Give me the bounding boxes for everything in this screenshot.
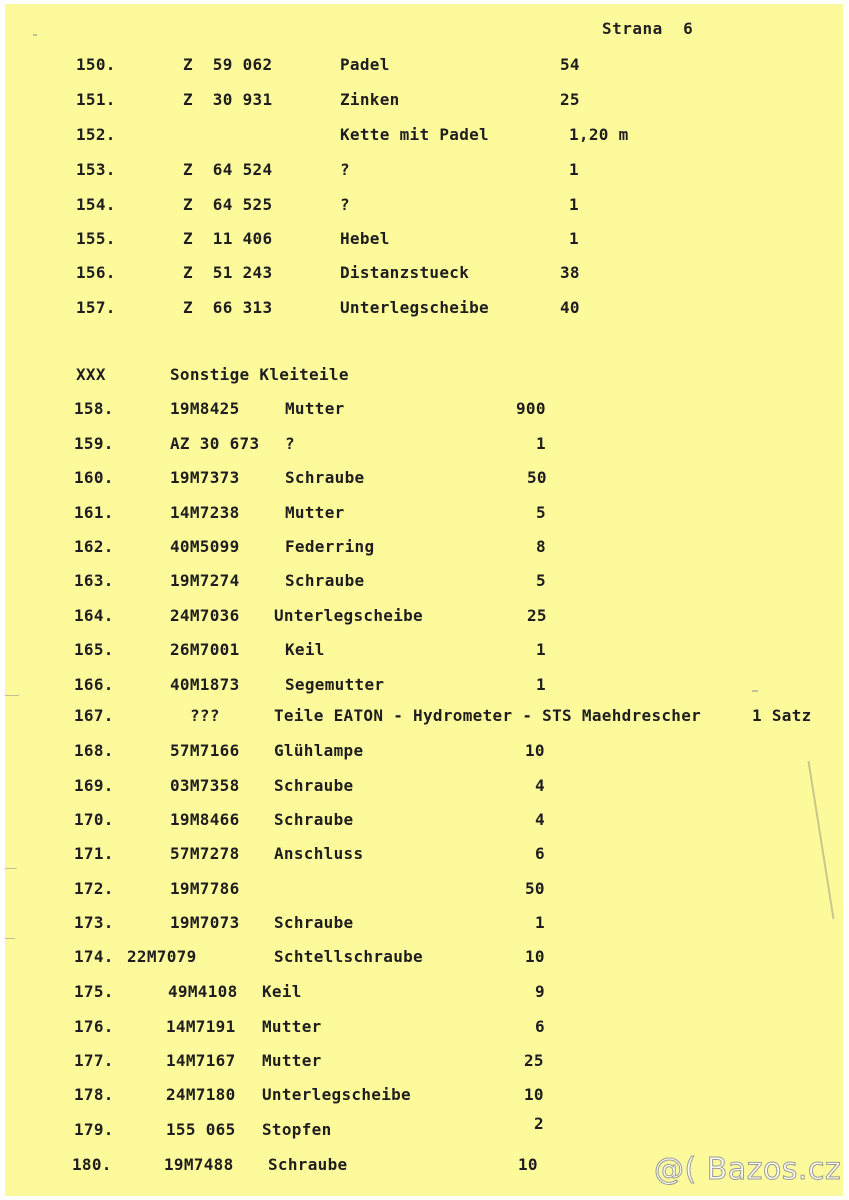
part-code: Z 64 525	[183, 195, 273, 214]
parts-row	[0, 843, 849, 865]
row-number: 153.	[76, 160, 116, 179]
part-name: Teile EATON - Hydrometer - STS Maehdrescher	[274, 706, 702, 725]
page-number	[602, 19, 693, 38]
part-name: Kette mit Padel	[340, 125, 489, 144]
section-title: Sonstige Kleiteile	[170, 365, 349, 384]
quantity: 10	[518, 1155, 538, 1174]
parts-row	[0, 467, 849, 489]
row-number: 176.	[74, 1017, 114, 1036]
row-number: 177.	[74, 1051, 114, 1070]
row-number: 164.	[74, 606, 114, 625]
part-code: Z 59 062	[183, 55, 273, 74]
part-code: Z 64 524	[183, 160, 273, 179]
part-code: AZ 30 673	[170, 434, 260, 453]
row-number: 163.	[74, 571, 114, 590]
quantity: 9	[535, 982, 545, 1001]
part-code: 14M7238	[170, 503, 240, 522]
part-name: Schtellschraube	[274, 947, 423, 966]
part-code: 19M7073	[170, 913, 240, 932]
quantity: 1 Satz	[752, 706, 812, 725]
part-code: 24M7036	[170, 606, 240, 625]
parts-row	[0, 228, 849, 250]
part-name: Distanzstueck	[340, 263, 470, 282]
part-name: Mutter	[285, 503, 345, 522]
part-code: Z 11 406	[183, 229, 273, 248]
quantity: 25	[524, 1051, 544, 1070]
part-code: 19M7786	[170, 879, 240, 898]
part-code: 03M7358	[170, 776, 240, 795]
part-name: Schraube	[274, 810, 354, 829]
part-name: Stopfen	[262, 1120, 332, 1139]
row-number: 150.	[76, 55, 116, 74]
part-code: 14M7191	[166, 1017, 236, 1036]
quantity: 2	[534, 1114, 544, 1133]
row-number: 178.	[74, 1085, 114, 1104]
row-number: 151.	[76, 90, 116, 109]
part-code: 19M7373	[170, 468, 240, 487]
part-name: Segemutter	[285, 675, 385, 694]
parts-row	[0, 536, 849, 558]
parts-row	[0, 674, 849, 696]
part-name: Schraube	[285, 468, 365, 487]
parts-row	[0, 398, 849, 420]
row-number: 179.	[74, 1120, 114, 1139]
part-name: Hebel	[340, 229, 390, 248]
parts-row	[0, 54, 849, 76]
parts-row	[0, 605, 849, 627]
part-name: Anschluss	[274, 844, 364, 863]
part-code: Z 51 243	[183, 263, 273, 282]
parts-row	[0, 705, 849, 727]
parts-row	[0, 740, 849, 762]
parts-row	[0, 1050, 849, 1072]
part-name: Keil	[285, 640, 325, 659]
parts-row	[0, 124, 849, 146]
parts-row	[0, 809, 849, 831]
scan-speck	[5, 868, 17, 869]
bazos-watermark: @( Bazos.cz	[654, 1152, 842, 1187]
part-code: 49M4108	[168, 982, 238, 1001]
part-code: Z 30 931	[183, 90, 273, 109]
row-number: 157.	[76, 298, 116, 317]
page-number-value: 6	[683, 19, 694, 38]
row-number: 165.	[74, 640, 114, 659]
scan-speck	[5, 938, 15, 939]
row-number: 180.	[72, 1155, 112, 1174]
parts-row	[0, 502, 849, 524]
parts-row	[0, 570, 849, 592]
row-number: 171.	[74, 844, 114, 863]
quantity: 25	[527, 606, 547, 625]
parts-row	[0, 912, 849, 934]
row-number: 155.	[76, 229, 116, 248]
part-code: 24M7180	[166, 1085, 236, 1104]
row-number: 158.	[74, 399, 114, 418]
row-number: 168.	[74, 741, 114, 760]
parts-row	[0, 981, 849, 1003]
part-name: Unterlegscheibe	[262, 1085, 411, 1104]
quantity: 10	[525, 947, 545, 966]
row-number: 154.	[76, 195, 116, 214]
row-number: 152.	[76, 125, 116, 144]
parts-row	[0, 639, 849, 661]
part-name: Schraube	[274, 913, 354, 932]
part-code: 19M7488	[164, 1155, 234, 1174]
parts-row	[0, 89, 849, 111]
row-number: 170.	[74, 810, 114, 829]
part-code: 155 065	[166, 1120, 236, 1139]
part-name: Mutter	[285, 399, 345, 418]
row-number: 166.	[74, 675, 114, 694]
row-number: 173.	[74, 913, 114, 932]
quantity: 50	[525, 879, 545, 898]
parts-row	[0, 1084, 849, 1106]
part-code: 19M7274	[170, 571, 240, 590]
quantity: 1,20 m	[569, 125, 629, 144]
part-name: Schraube	[274, 776, 354, 795]
quantity: 1	[569, 195, 579, 214]
part-name: Keil	[262, 982, 302, 1001]
part-name: ?	[285, 434, 295, 453]
row-number: 169.	[74, 776, 114, 795]
quantity: 54	[560, 55, 580, 74]
parts-row	[0, 878, 849, 900]
page-label: Strana	[602, 19, 663, 38]
part-name: ?	[340, 195, 350, 214]
part-code: ???	[190, 706, 220, 725]
quantity: 25	[560, 90, 580, 109]
row-number: 167.	[74, 706, 114, 725]
part-code: 22M7079	[127, 947, 197, 966]
part-name: Mutter	[262, 1017, 322, 1036]
part-name: Unterlegscheibe	[340, 298, 489, 317]
quantity: 900	[516, 399, 546, 418]
quantity: 1	[569, 229, 579, 248]
quantity: 1	[536, 640, 546, 659]
quantity: 1	[535, 913, 545, 932]
row-number: 162.	[74, 537, 114, 556]
section-code: XXX	[76, 365, 106, 384]
parts-row	[0, 433, 849, 455]
part-code: 14M7167	[166, 1051, 236, 1070]
quantity: 4	[535, 810, 545, 829]
scan-speck	[33, 34, 37, 36]
part-code: 40M1873	[170, 675, 240, 694]
quantity: 40	[560, 298, 580, 317]
part-name: Padel	[340, 55, 390, 74]
quantity: 1	[536, 675, 546, 694]
row-number: 159.	[74, 434, 114, 453]
part-name: Federring	[285, 537, 375, 556]
row-number: 172.	[74, 879, 114, 898]
part-name: ?	[340, 160, 350, 179]
parts-row	[0, 297, 849, 319]
parts-row	[0, 775, 849, 797]
parts-row	[0, 194, 849, 216]
part-code: 26M7001	[170, 640, 240, 659]
part-name: Glühlampe	[274, 741, 364, 760]
part-code: Z 66 313	[183, 298, 273, 317]
part-name: Schraube	[268, 1155, 348, 1174]
row-number: 161.	[74, 503, 114, 522]
part-name: Schraube	[285, 571, 365, 590]
quantity: 1	[536, 434, 546, 453]
row-number: 174.	[74, 947, 114, 966]
parts-row	[0, 262, 849, 284]
parts-row	[0, 1114, 849, 1141]
quantity: 4	[535, 776, 545, 795]
parts-row	[0, 946, 849, 968]
quantity: 5	[536, 571, 546, 590]
quantity: 10	[524, 1085, 544, 1104]
quantity: 6	[535, 844, 545, 863]
quantity: 8	[536, 537, 546, 556]
part-name: Mutter	[262, 1051, 322, 1070]
part-code: 57M7278	[170, 844, 240, 863]
row-number: 175.	[74, 982, 114, 1001]
quantity: 38	[560, 263, 580, 282]
part-name: Zinken	[340, 90, 400, 109]
row-number: 160.	[74, 468, 114, 487]
part-name: Unterlegscheibe	[274, 606, 423, 625]
part-code: 40M5099	[170, 537, 240, 556]
quantity: 5	[536, 503, 546, 522]
quantity: 6	[535, 1017, 545, 1036]
part-code: 57M7166	[170, 741, 240, 760]
parts-row	[0, 159, 849, 181]
quantity: 1	[569, 160, 579, 179]
section-heading	[0, 364, 849, 386]
quantity: 10	[525, 741, 545, 760]
quantity: 50	[527, 468, 547, 487]
row-number: 156.	[76, 263, 116, 282]
part-code: 19M8425	[170, 399, 240, 418]
parts-row	[0, 1016, 849, 1038]
part-code: 19M8466	[170, 810, 240, 829]
